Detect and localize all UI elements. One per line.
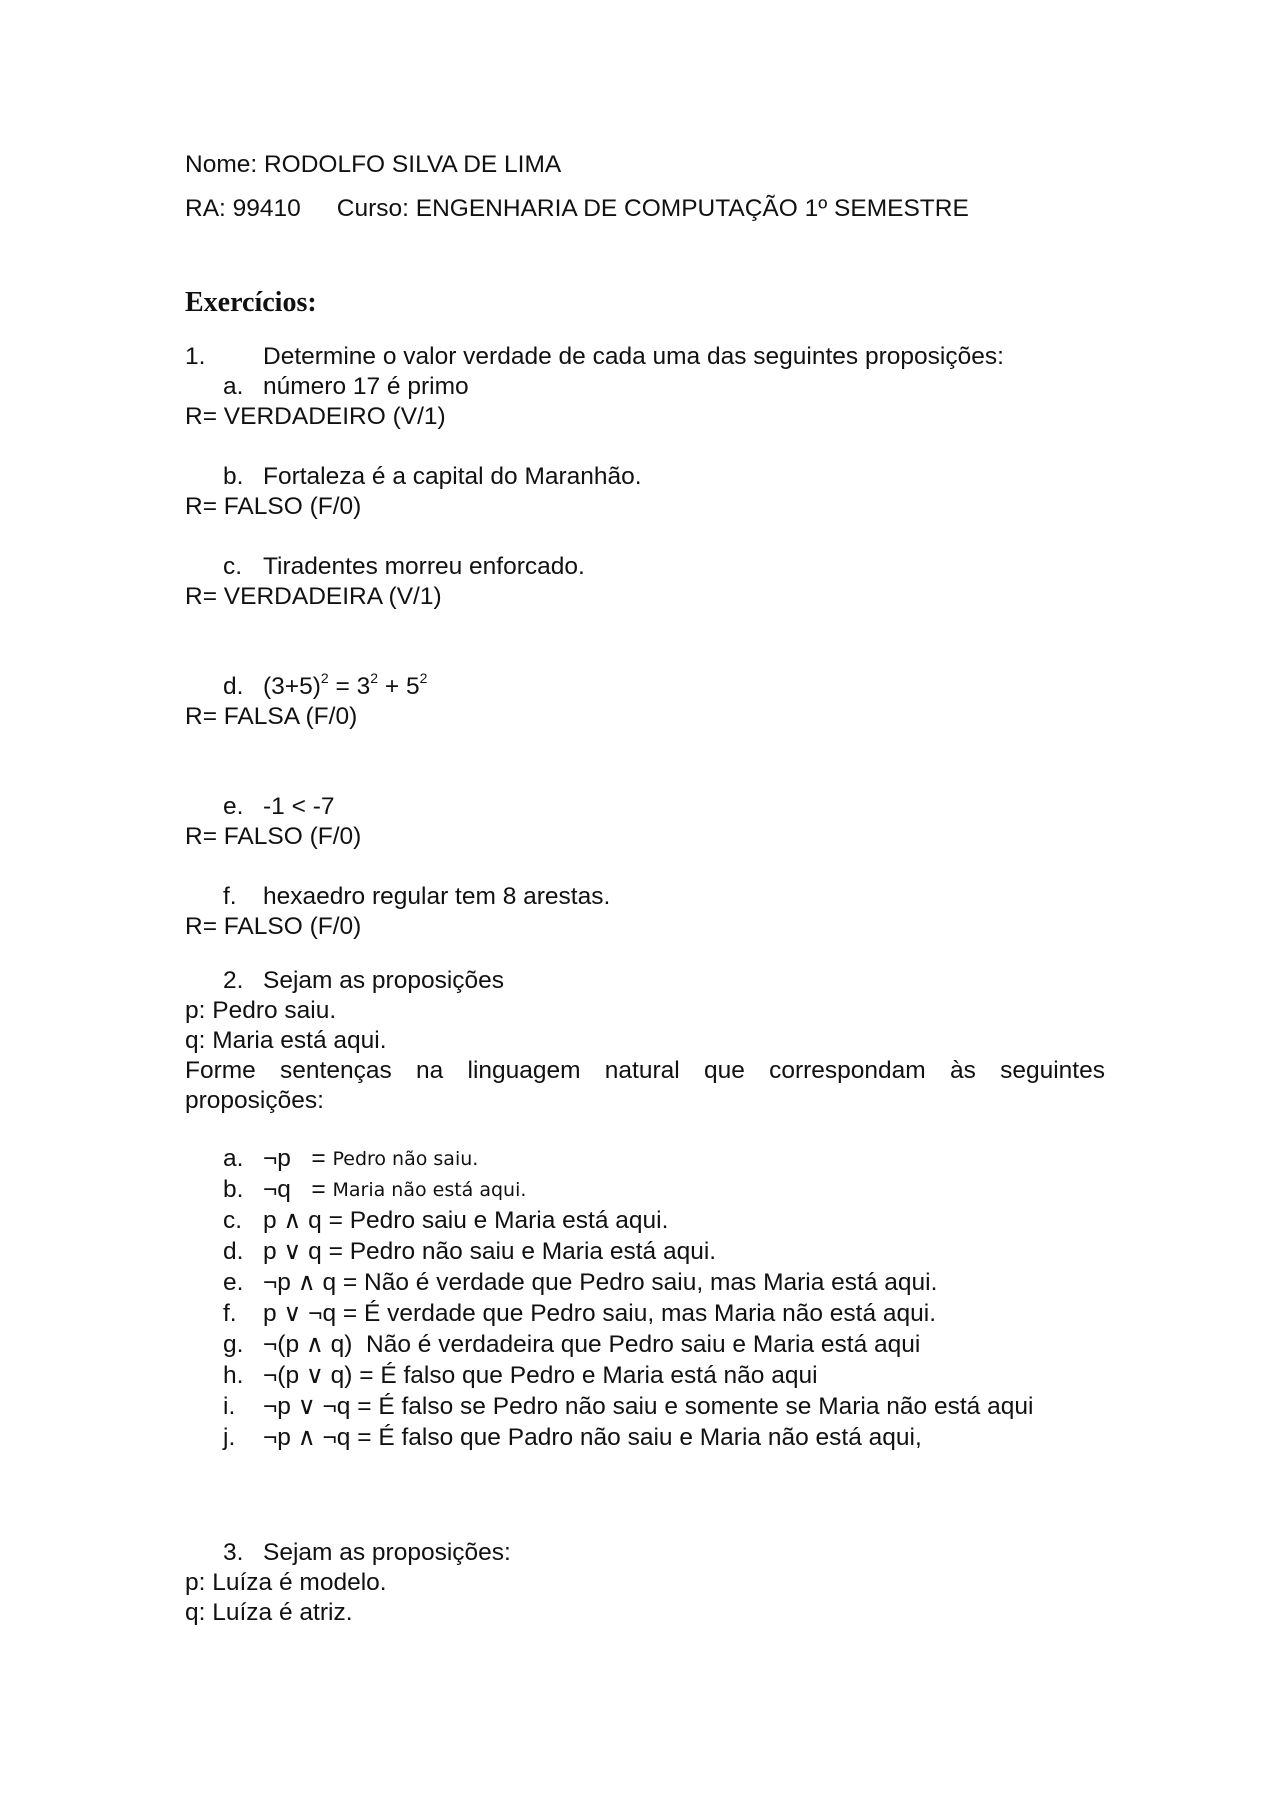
q1-item-e: [185, 792, 1105, 822]
item-text: ¬(p ∧ q) Não é verdadeira que Pedro saiu e Maria está aqui: [263, 1331, 921, 1358]
q2-item-c: [185, 1206, 1105, 1237]
item-text: p ∨ q = Pedro não saiu e Maria está aqui.: [263, 1238, 717, 1265]
item-text: p ∧ q = Pedro saiu e Maria está aqui.: [263, 1207, 669, 1234]
list-marker: 3.: [223, 1539, 244, 1566]
list-marker: f.: [223, 1300, 237, 1327]
item-text: ¬p ∨ ¬q = É falso se Pedro não saiu e somente se Maria não está aqui: [263, 1393, 1034, 1420]
document-page: [185, 150, 1105, 1628]
list-marker: b.: [223, 463, 244, 490]
question-1-text: Determine o valor verdade de cada uma das seguintes proposições:: [263, 343, 1004, 370]
list-marker: e.: [223, 1269, 244, 1296]
list-marker: c.: [223, 553, 243, 580]
page-title: Exercícios:: [185, 287, 317, 318]
list-marker: a.: [223, 1145, 244, 1172]
q2-item-b: [185, 1175, 1105, 1206]
item-text: número 17 é primo: [263, 373, 469, 400]
student-ra: RA: 99410: [185, 195, 301, 222]
question-2-text: Sejam as proposições: [263, 967, 505, 994]
list-marker: d.: [223, 673, 244, 700]
q1-item-c: [185, 552, 1105, 582]
q2-list: [185, 1144, 1105, 1454]
list-marker: e.: [223, 793, 244, 820]
list-marker: b.: [223, 1176, 244, 1203]
list-marker: 2.: [223, 967, 244, 994]
item-text: ¬p ∧ q = Não é verdade que Pedro saiu, mas Maria está aqui.: [263, 1269, 938, 1296]
q1-item-d: [185, 669, 1105, 702]
list-marker: i.: [223, 1393, 236, 1420]
student-info: [185, 194, 1105, 224]
item-text: hexaedro regular tem 8 arestas.: [263, 883, 611, 910]
q2-instruction: Forme sentenças na linguagem natural que correspondam às seguintes: [185, 1057, 1105, 1084]
student-name: Nome: RODOLFO SILVA DE LIMA: [185, 151, 562, 178]
q2-proposition-q: q: Maria está aqui.: [185, 1027, 387, 1054]
q2-item-g: [185, 1330, 1105, 1361]
q1-answer-f: R= FALSO (F/0): [185, 913, 362, 940]
question-2-prompt: [185, 966, 1105, 996]
q1-answer-d: R= FALSA (F/0): [185, 703, 358, 730]
q1-answer-a: R= VERDADEIRO (V/1): [185, 403, 446, 430]
q1-answer-b: R= FALSO (F/0): [185, 493, 362, 520]
q1-answer-e: R= FALSO (F/0): [185, 823, 362, 850]
question-3-prompt: [185, 1538, 1105, 1568]
q2-proposition-p: p: Pedro saiu.: [185, 997, 337, 1024]
q2-item-j: [185, 1423, 1105, 1454]
item-text: ¬p ∧ ¬q = É falso que Padro não saiu e Maria não está aqui,: [263, 1424, 922, 1451]
list-marker: g.: [223, 1331, 244, 1358]
q1-item-f: [185, 882, 1105, 912]
q2-item-f: [185, 1299, 1105, 1330]
q2-item-a: [185, 1144, 1105, 1175]
item-text: Maria não está aqui.: [332, 1179, 527, 1201]
list-marker: h.: [223, 1362, 244, 1389]
question-1-prompt: [185, 342, 1105, 372]
list-marker: c.: [223, 1207, 243, 1234]
q1-answer-c: R= VERDADEIRA (V/1): [185, 583, 442, 610]
q2-item-e: [185, 1268, 1105, 1299]
list-marker: f.: [223, 883, 237, 910]
q2-instruction-cont: proposições:: [185, 1087, 324, 1114]
q1-item-a: [185, 372, 1105, 402]
q3-proposition-p: p: Luíza é modelo.: [185, 1569, 387, 1596]
item-text: Tiradentes morreu enforcado.: [263, 553, 585, 580]
q3-proposition-q: q: Luíza é atriz.: [185, 1599, 353, 1626]
list-marker: d.: [223, 1238, 244, 1265]
item-expr: ¬q =: [263, 1176, 333, 1203]
item-text: Pedro não saiu.: [332, 1148, 479, 1170]
q1-item-b: [185, 462, 1105, 492]
item-text: Fortaleza é a capital do Maranhão.: [263, 463, 642, 490]
q2-item-d: [185, 1237, 1105, 1268]
q2-item-i: [185, 1392, 1105, 1423]
question-1-number: 1.: [185, 343, 206, 370]
list-marker: j.: [223, 1424, 236, 1451]
question-3-text: Sejam as proposições:: [263, 1539, 511, 1566]
list-marker: a.: [223, 373, 244, 400]
student-course: Curso: ENGENHARIA DE COMPUTAÇÃO 1º SEMESTRE: [336, 195, 969, 222]
q2-item-h: [185, 1361, 1105, 1392]
item-text: -1 < -7: [263, 793, 335, 820]
item-expr: ¬p =: [263, 1145, 333, 1172]
item-text: ¬(p ∨ q) = É falso que Pedro e Maria está não aqui: [263, 1362, 818, 1389]
item-text: p ∨ ¬q = É verdade que Pedro saiu, mas Maria não está aqui.: [263, 1300, 937, 1327]
item-text: $(3+5)^2 = 3^2 + 5^2$: [263, 669, 428, 700]
